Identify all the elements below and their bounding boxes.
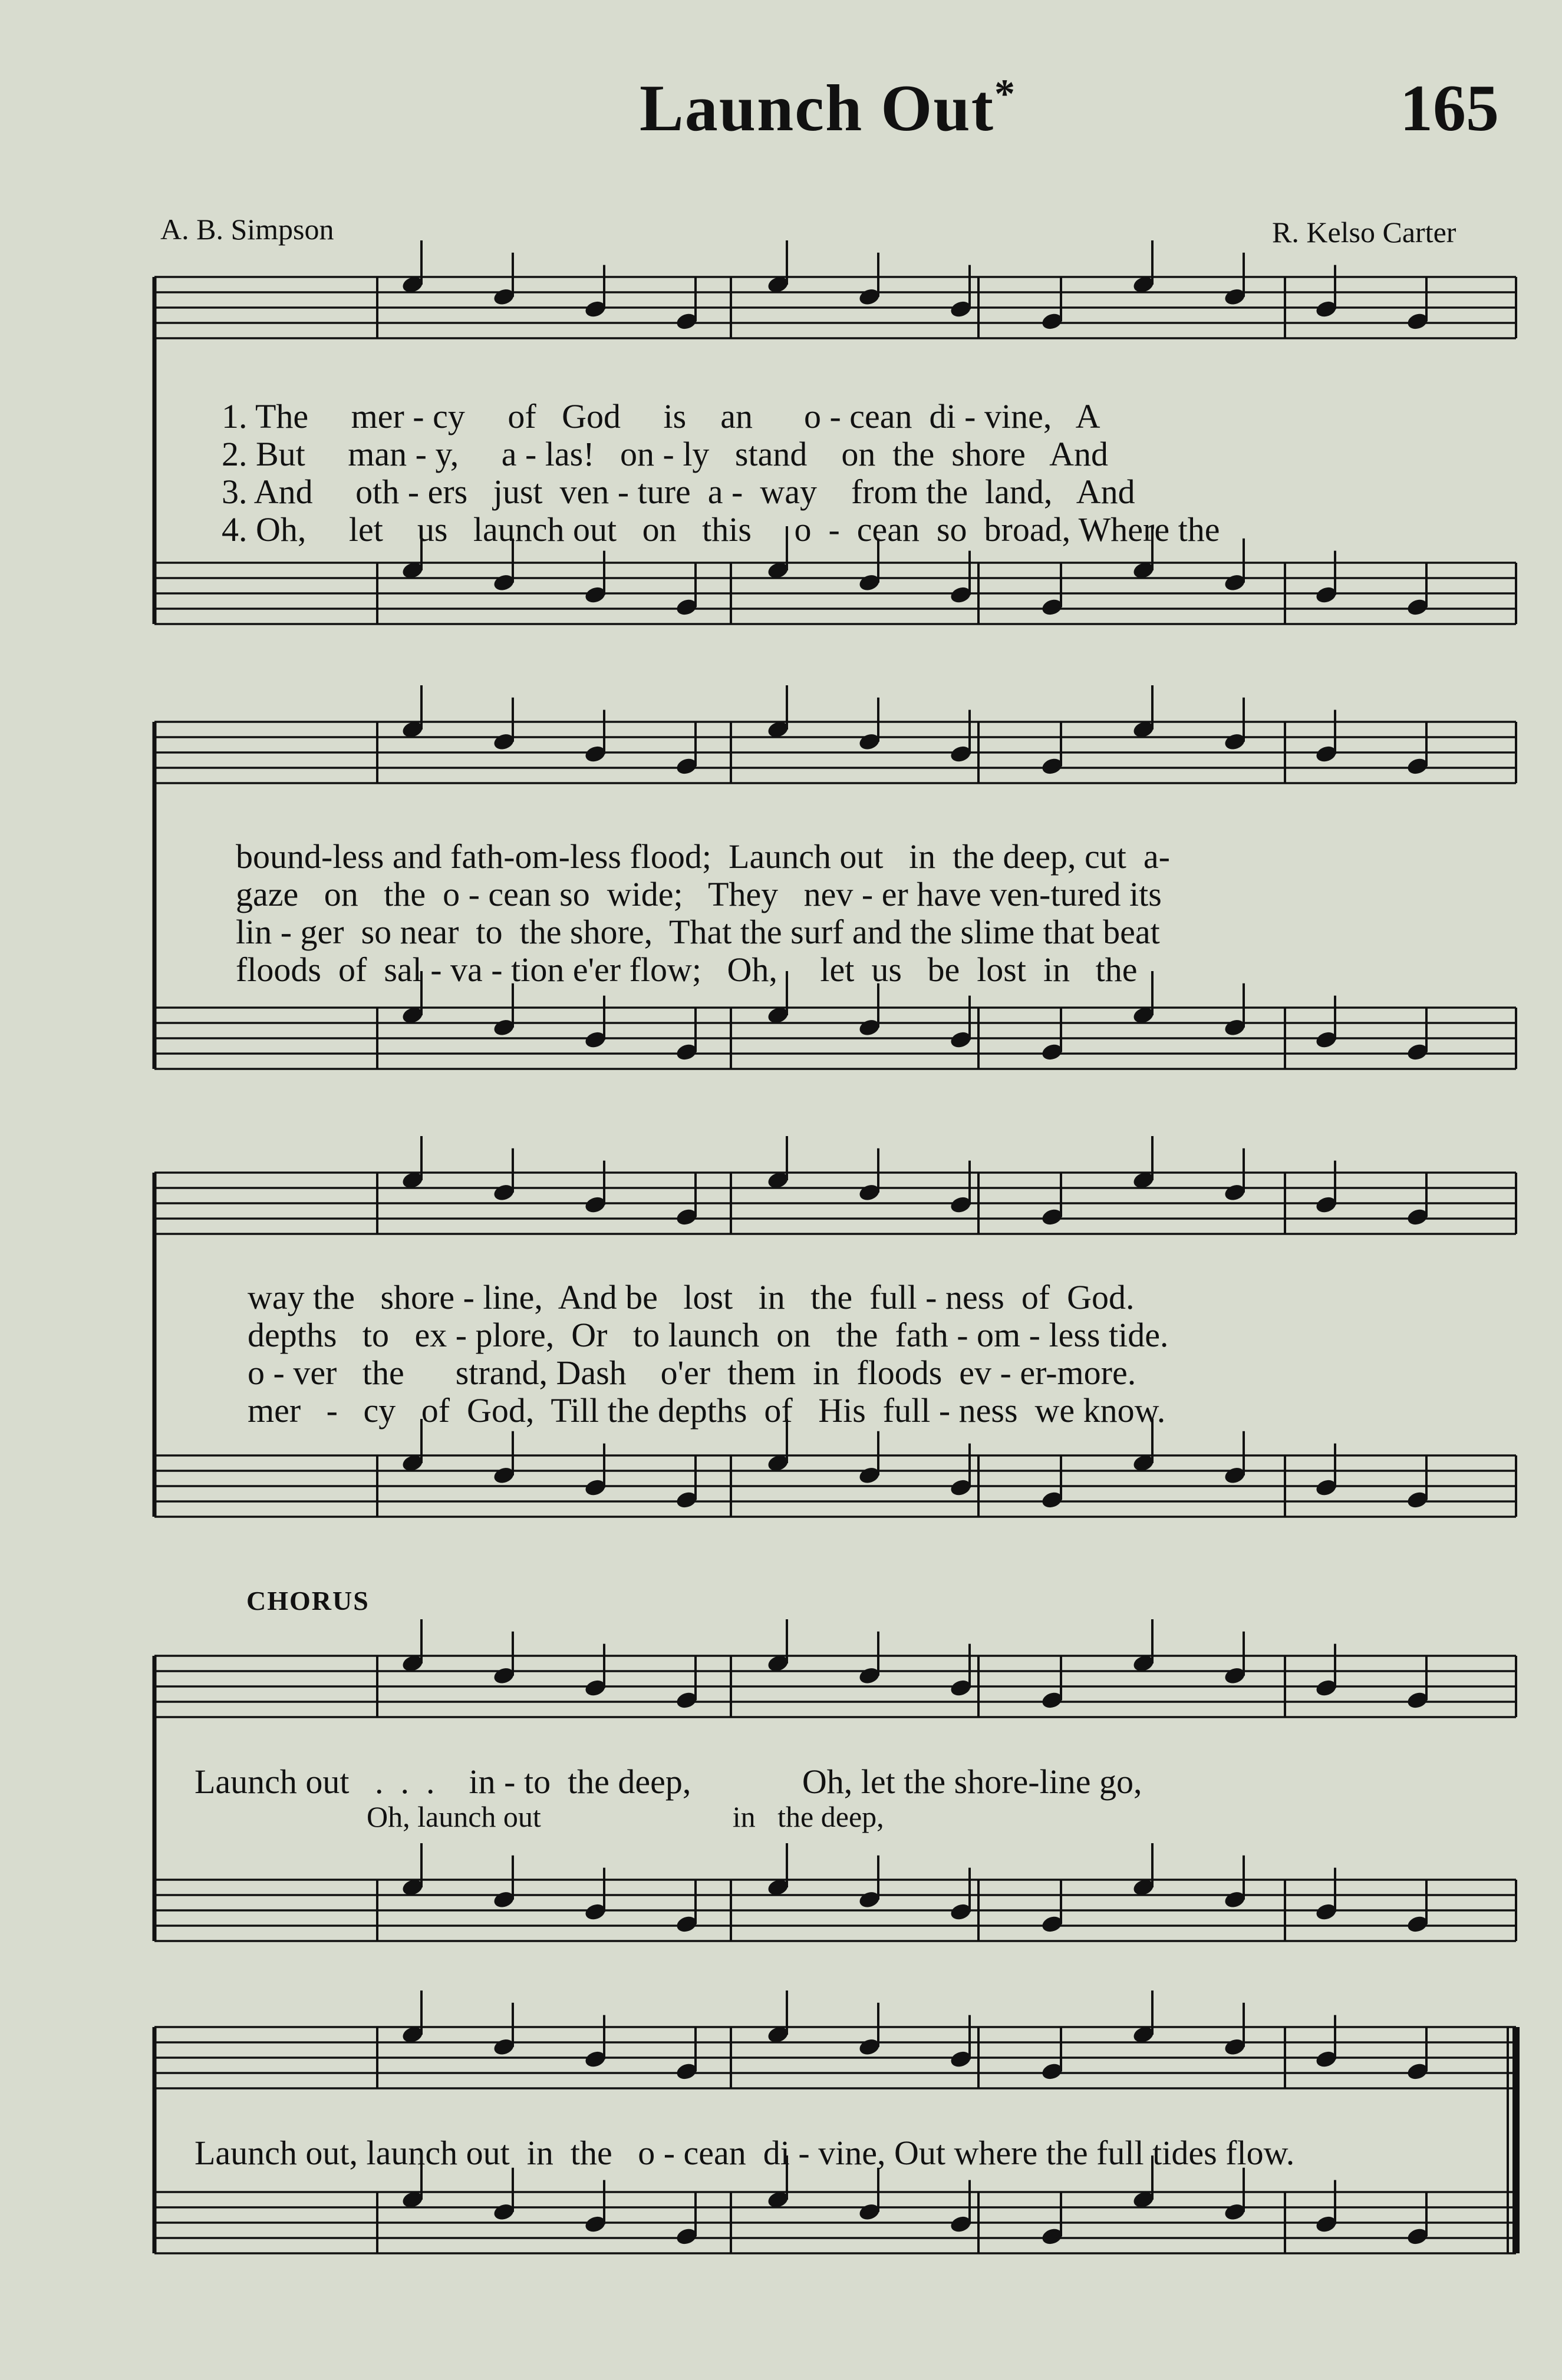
lyric-line: 2. But man - y, a - las! on - ly stand on the shore And (222, 435, 1109, 473)
chorus-lyric-2: Launch out, launch out in the o - cean di - vine, Out where the full tides flow. (195, 2134, 1295, 2172)
lyric-line: bound-less and fath-om-less flood; Launch out in the deep, cut a- (236, 837, 1170, 876)
lyric-line: mer - cy of God, Till the depths of His full - ness we know. (248, 1391, 1166, 1430)
lyric-line: lin - ger so near to the shore, That the surf and the slime that beat (236, 913, 1160, 951)
lyric-line: o - ver the strand, Dash o'er them in floods ev - er-more. (248, 1354, 1136, 1392)
lyric-line: way the shore - line, And be lost in the full - ness of God. (248, 1278, 1135, 1316)
lyric-line: floods of sal - va - tion e'er flow; Oh, let us be lost in the (236, 950, 1138, 989)
lyric-line: depths to ex - plore, Or to launch on the fath - om - less tide. (248, 1316, 1169, 1354)
chorus-lyric-1-echo: Oh, launch out in the deep, (367, 1800, 884, 1833)
hymn-number: 165 (1400, 72, 1499, 145)
music-composer: R. Kelso Carter (1272, 216, 1456, 249)
title-footnote-mark: * (994, 71, 1016, 117)
lyric-line: 1. The mer - cy of God is an o - cean di - vine, A (222, 397, 1100, 435)
lyric-line: 3. And oth - ers just ven - ture a - way from the land, And (222, 473, 1135, 511)
words-author: A. B. Simpson (160, 213, 334, 246)
chorus-label: CHORUS (246, 1586, 370, 1616)
verse-lyrics-system-3 (248, 1279, 1168, 1430)
verse-lyrics-system-1 (222, 398, 1220, 549)
lyric-line: gaze on the o - cean so wide; They nev - er have ven-tured its (236, 875, 1162, 913)
lyric-line: 4. Oh, let us launch out on this o - cean so broad, Where the (222, 510, 1220, 549)
hymn-title-text: Launch Out (640, 72, 994, 145)
chorus-lyric-1: Launch out . . . in - to the deep, Oh, let the shore-line go, (195, 1762, 1142, 1801)
verse-lyrics-system-2 (236, 838, 1170, 989)
